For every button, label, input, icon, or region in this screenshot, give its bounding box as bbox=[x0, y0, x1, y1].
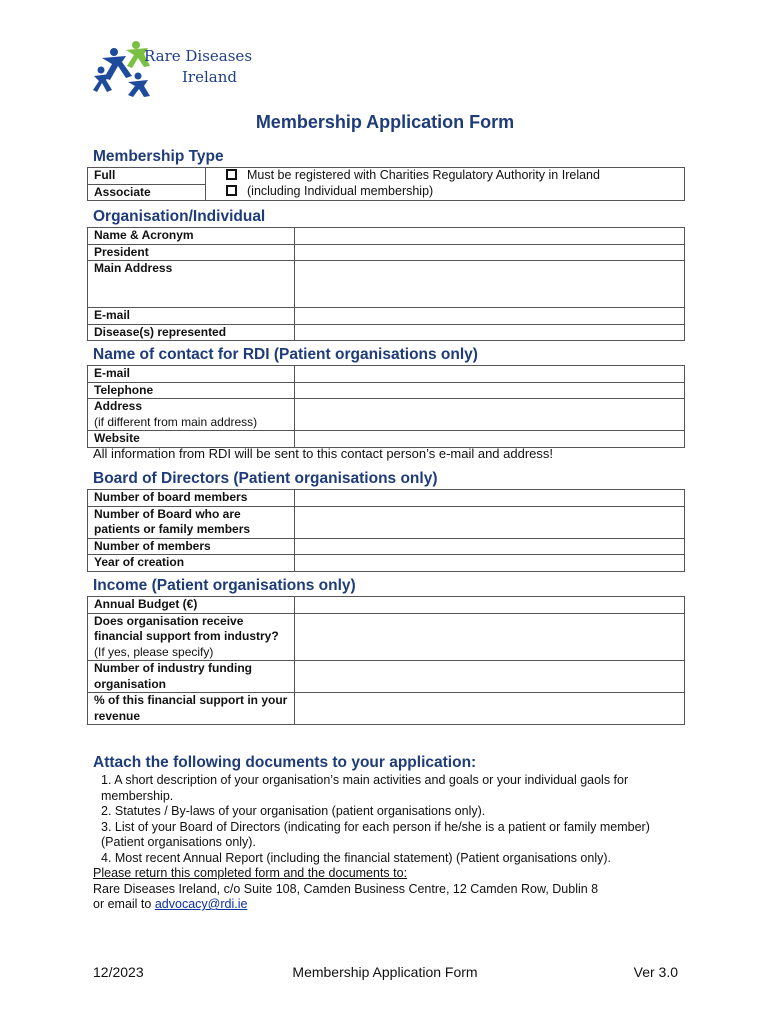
board-table bbox=[87, 489, 685, 572]
return-instructions: Please return this completed form and the documents to: bbox=[93, 866, 408, 880]
board-members-label: Number of board members bbox=[88, 490, 295, 507]
contact-email-field[interactable] bbox=[295, 366, 685, 383]
email-link[interactable]: advocacy@rdi.ie bbox=[154, 897, 248, 911]
contact-address-title: Address bbox=[94, 399, 143, 413]
organisation-table bbox=[87, 227, 685, 341]
industry-funders-field[interactable] bbox=[295, 661, 685, 693]
logo-text bbox=[144, 46, 252, 88]
annual-budget-field[interactable] bbox=[295, 597, 685, 614]
contact-info-note: All information from RDI will be sent to this contact person’s e-mail and address! bbox=[93, 446, 554, 461]
membership-associate-label: Associate bbox=[88, 184, 206, 201]
contact-table bbox=[87, 365, 685, 448]
org-address-field[interactable] bbox=[295, 261, 685, 308]
year-creation-field[interactable] bbox=[295, 555, 685, 572]
attach-section bbox=[93, 773, 683, 913]
organisation-heading: Organisation/Individual bbox=[93, 208, 266, 225]
org-disease-field[interactable] bbox=[295, 324, 685, 341]
contact-telephone-field[interactable] bbox=[295, 382, 685, 399]
org-name-label: Name & Acronym bbox=[88, 228, 295, 245]
membership-type-table bbox=[87, 167, 685, 201]
contact-heading: Name of contact for RDI (Patient organisations only) bbox=[93, 346, 478, 363]
industry-funders-label: Number of industry funding organisation bbox=[88, 661, 295, 693]
org-disease-label: Disease(s) represented bbox=[88, 324, 295, 341]
board-heading: Board of Directors (Patient organisations only) bbox=[93, 470, 438, 487]
board-patients-field[interactable] bbox=[295, 506, 685, 538]
industry-support-note: (If yes, please specify) bbox=[94, 644, 214, 659]
revenue-share-label: % of this financial support in your revenue bbox=[88, 693, 295, 725]
attach-item: 2. Statutes / By-laws of your organisation (patient organisations only). bbox=[101, 804, 486, 818]
return-address: Rare Diseases Ireland, c/o Suite 108, Camden Business Centre, 12 Camden Row, Dublin 8 bbox=[93, 881, 599, 896]
contact-address-label bbox=[88, 399, 295, 431]
attach-item: 4. Most recent Annual Report (including the financial statement) (Patient organisations only). bbox=[101, 850, 611, 865]
org-president-field[interactable] bbox=[295, 244, 685, 261]
attach-heading: Attach the following documents to your application: bbox=[93, 754, 477, 771]
contact-address-note: (if different from main address) bbox=[94, 414, 258, 429]
attach-item: 3. List of your Board of Directors (indicating for each person if he/she is a patient or family member) (Patient organisations only). bbox=[101, 819, 650, 849]
footer-date: 12/2023 bbox=[93, 964, 144, 980]
contact-email-label: E-mail bbox=[88, 366, 295, 383]
org-email-field[interactable] bbox=[295, 308, 685, 325]
org-name-field[interactable] bbox=[295, 228, 685, 245]
industry-support-field[interactable] bbox=[295, 613, 685, 661]
industry-support-label bbox=[88, 613, 295, 661]
members-count-label: Number of members bbox=[88, 538, 295, 555]
logo-line2: Ireland bbox=[182, 68, 237, 86]
membership-options-cell bbox=[206, 168, 685, 201]
members-count-field[interactable] bbox=[295, 538, 685, 555]
board-patients-label: Number of Board who are patients or family members bbox=[88, 506, 295, 538]
email-line bbox=[93, 897, 683, 913]
revenue-share-field[interactable] bbox=[295, 693, 685, 725]
income-table bbox=[87, 596, 685, 725]
footer-title: Membership Application Form bbox=[292, 964, 478, 980]
industry-support-question: Does organisation receive financial support from industry? bbox=[94, 613, 279, 643]
associate-checkbox[interactable] bbox=[226, 185, 237, 196]
email-prefix: or email to bbox=[93, 897, 152, 911]
attach-item: 1. A short description of your organisation’s main activities and goals or your individual gaols for membership. bbox=[101, 773, 629, 803]
attach-list bbox=[93, 773, 683, 866]
contact-address-field[interactable] bbox=[295, 399, 685, 431]
board-members-field[interactable] bbox=[295, 490, 685, 507]
full-checkbox[interactable] bbox=[226, 169, 237, 180]
org-president-label: President bbox=[88, 244, 295, 261]
org-email-label: E-mail bbox=[88, 308, 295, 325]
income-heading: Income (Patient organisations only) bbox=[93, 577, 356, 594]
footer-version: Ver 3.0 bbox=[633, 964, 678, 980]
contact-website-label: Website bbox=[88, 431, 295, 448]
annual-budget-label: Annual Budget (€) bbox=[88, 597, 295, 614]
year-creation-label: Year of creation bbox=[88, 555, 295, 572]
membership-note-1: Must be registered with Charities Regulatory Authority in Ireland bbox=[247, 168, 600, 182]
membership-type-heading: Membership Type bbox=[93, 148, 224, 165]
contact-website-field[interactable] bbox=[295, 431, 685, 448]
logo bbox=[92, 36, 262, 98]
page-title: Membership Application Form bbox=[255, 112, 515, 132]
logo-line1: Rare Diseases bbox=[144, 47, 253, 65]
membership-note-2: (including Individual membership) bbox=[247, 183, 434, 198]
org-address-label: Main Address bbox=[88, 261, 295, 308]
contact-telephone-label: Telephone bbox=[88, 382, 295, 399]
membership-full-label: Full bbox=[88, 168, 206, 185]
